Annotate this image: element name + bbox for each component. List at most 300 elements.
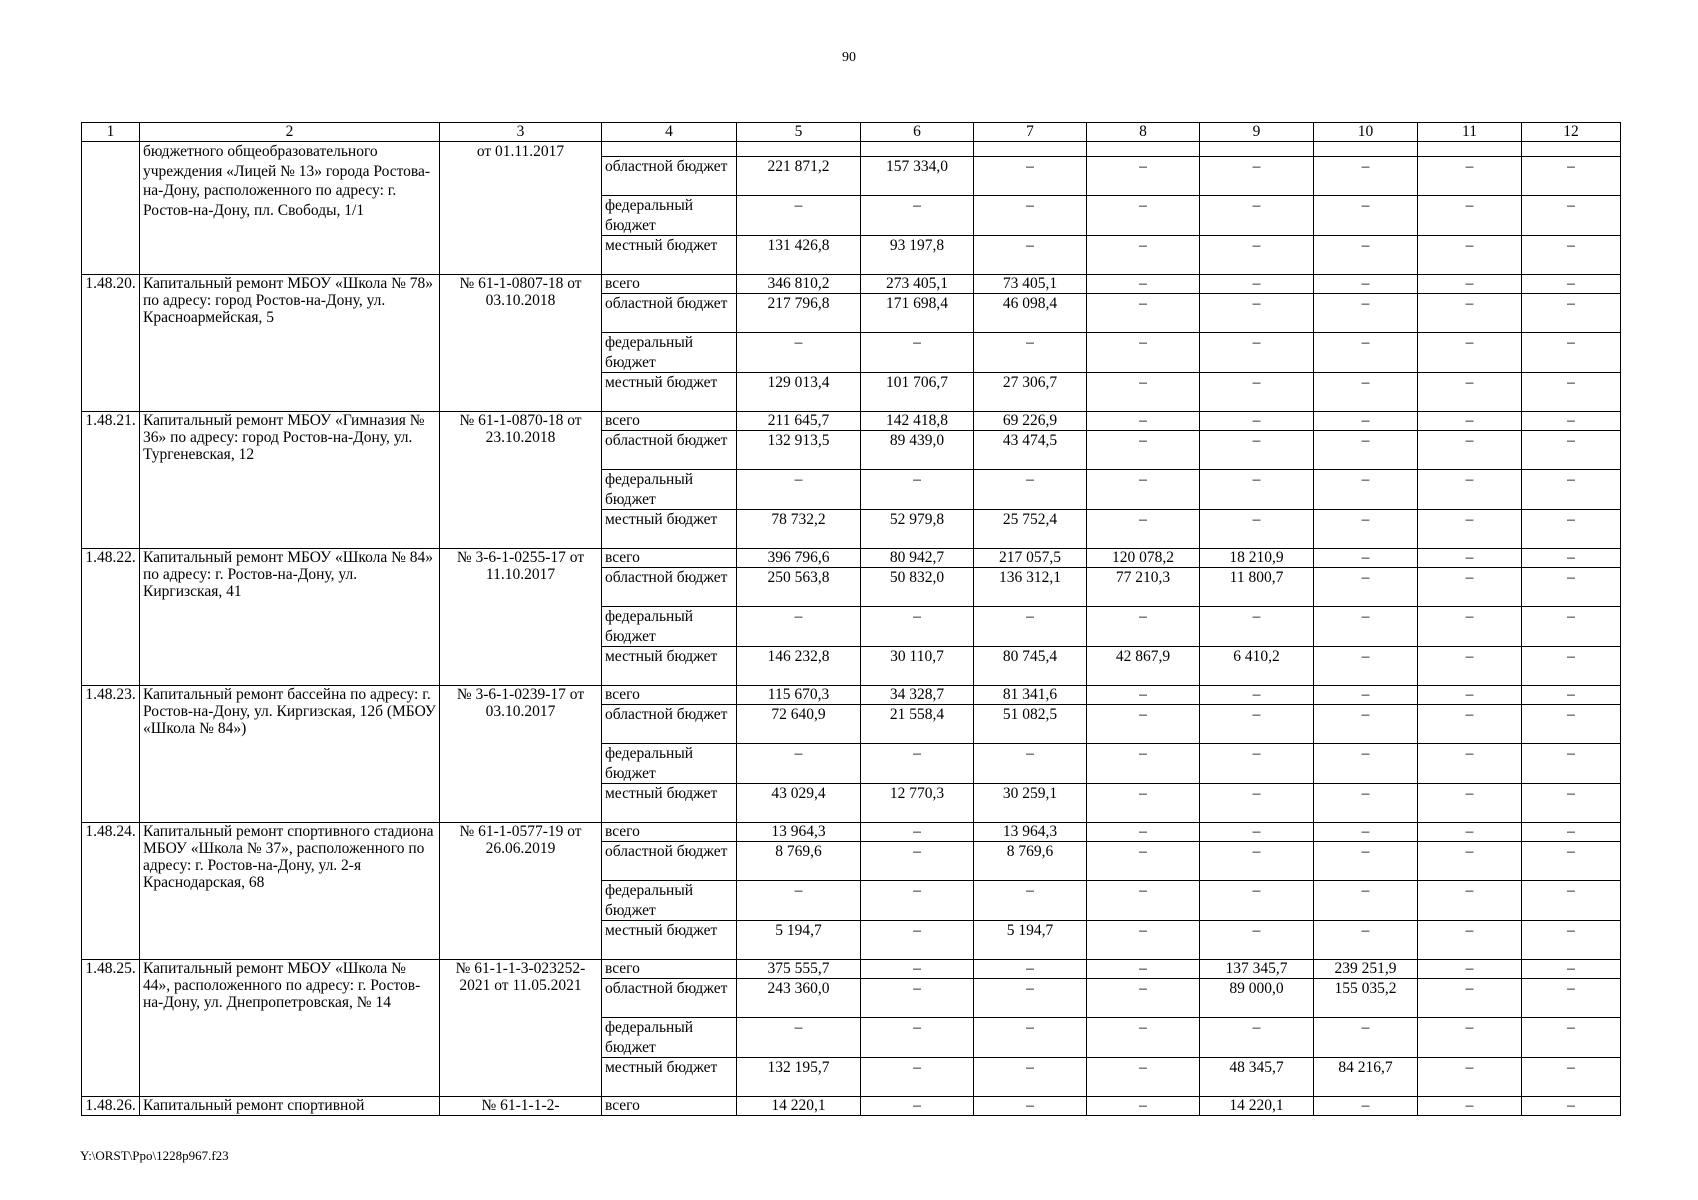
amount-cell: – <box>1314 823 1418 842</box>
amount-cell: 137 345,7 <box>1200 960 1314 979</box>
amount-cell: – <box>974 157 1087 196</box>
amount-cell: – <box>861 607 974 647</box>
amount-cell: 221 871,2 <box>737 157 861 196</box>
amount-cell: – <box>1418 960 1522 979</box>
amount-cell: – <box>974 979 1087 1018</box>
amount-cell: – <box>1087 470 1200 510</box>
expertise-document: № 61-1-0577-19 от 26.06.2019 <box>440 823 602 960</box>
amount-cell: – <box>1200 157 1314 196</box>
amount-cell: – <box>1087 157 1200 196</box>
expertise-document: № 61-1-0870-18 от 23.10.2018 <box>440 412 602 549</box>
amount-cell: 120 078,2 <box>1087 549 1200 568</box>
item-number: 1.48.25. <box>82 960 140 1097</box>
amount-cell: – <box>1522 275 1621 294</box>
amount-cell: – <box>1200 412 1314 431</box>
amount-cell: 80 745,4 <box>974 647 1087 686</box>
amount-cell: – <box>1522 686 1621 705</box>
amount-cell: 157 334,0 <box>861 157 974 196</box>
table-row <box>82 275 1621 294</box>
amount-cell: 72 640,9 <box>737 705 861 744</box>
amount-cell: – <box>1522 294 1621 333</box>
amount-cell: – <box>1522 431 1621 470</box>
amount-cell: – <box>1522 1018 1621 1058</box>
column-header-11: 11 <box>1418 123 1522 142</box>
amount-cell: – <box>1314 647 1418 686</box>
amount-cell: – <box>1200 784 1314 823</box>
amount-cell <box>861 142 974 157</box>
amount-cell: 51 082,5 <box>974 705 1087 744</box>
amount-cell: – <box>974 333 1087 373</box>
amount-cell: – <box>1314 236 1418 275</box>
amount-cell: – <box>1314 1097 1418 1116</box>
amount-cell: – <box>1314 294 1418 333</box>
amount-cell: – <box>1087 294 1200 333</box>
amount-cell: – <box>1418 1097 1522 1116</box>
column-header-10: 10 <box>1314 123 1418 142</box>
funding-source: всего <box>602 412 737 431</box>
amount-cell: – <box>1418 373 1522 412</box>
amount-cell: – <box>1087 431 1200 470</box>
amount-cell: – <box>1087 921 1200 960</box>
amount-cell: 129 013,4 <box>737 373 861 412</box>
budget-table <box>81 122 1621 1116</box>
funding-source: всего <box>602 275 737 294</box>
amount-cell: – <box>861 842 974 881</box>
column-header-4: 4 <box>602 123 737 142</box>
amount-cell <box>1418 142 1522 157</box>
amount-cell: 78 732,2 <box>737 510 861 549</box>
item-number <box>82 142 140 275</box>
amount-cell: – <box>1418 275 1522 294</box>
table-header-row <box>82 123 1621 142</box>
amount-cell: 13 964,3 <box>737 823 861 842</box>
amount-cell: 48 345,7 <box>1200 1058 1314 1097</box>
amount-cell: 142 418,8 <box>861 412 974 431</box>
amount-cell: – <box>1522 842 1621 881</box>
amount-cell: 42 867,9 <box>1087 647 1200 686</box>
footer-path: Y:\ORST\Ppo\1228p967.f23 <box>80 1148 229 1163</box>
amount-cell: – <box>1418 1058 1522 1097</box>
amount-cell: – <box>1087 842 1200 881</box>
amount-cell <box>974 142 1087 157</box>
amount-cell: – <box>861 1018 974 1058</box>
item-number: 1.48.22. <box>82 549 140 686</box>
item-number: 1.48.21. <box>82 412 140 549</box>
amount-cell: – <box>1418 196 1522 236</box>
funding-source: федеральный бюджет <box>602 607 737 647</box>
amount-cell: – <box>1418 236 1522 275</box>
amount-cell: – <box>1418 333 1522 373</box>
amount-cell: – <box>1418 607 1522 647</box>
amount-cell: – <box>1200 373 1314 412</box>
amount-cell: – <box>737 881 861 921</box>
funding-source: местный бюджет <box>602 921 737 960</box>
funding-source: областной бюджет <box>602 842 737 881</box>
amount-cell: – <box>1087 236 1200 275</box>
amount-cell: 146 232,8 <box>737 647 861 686</box>
amount-cell: 11 800,7 <box>1200 568 1314 607</box>
column-header-1: 1 <box>82 123 140 142</box>
item-description: Капитальный ремонт спортивной <box>140 1097 440 1116</box>
amount-cell: – <box>1314 784 1418 823</box>
amount-cell: – <box>1418 979 1522 1018</box>
amount-cell: – <box>1200 470 1314 510</box>
amount-cell: 14 220,1 <box>1200 1097 1314 1116</box>
item-number: 1.48.24. <box>82 823 140 960</box>
amount-cell: 73 405,1 <box>974 275 1087 294</box>
amount-cell: – <box>1522 881 1621 921</box>
amount-cell: – <box>1522 979 1621 1018</box>
funding-source: федеральный бюджет <box>602 196 737 236</box>
funding-source: местный бюджет <box>602 373 737 412</box>
amount-cell: – <box>974 1058 1087 1097</box>
amount-cell: – <box>1418 568 1522 607</box>
table-row <box>82 686 1621 705</box>
amount-cell: – <box>1087 607 1200 647</box>
amount-cell: – <box>974 196 1087 236</box>
amount-cell: – <box>1314 470 1418 510</box>
amount-cell: 132 195,7 <box>737 1058 861 1097</box>
table-row <box>82 823 1621 842</box>
amount-cell: – <box>861 960 974 979</box>
item-description: Капитальный ремонт МБОУ «Школа № 44», расположенного по адресу: г. Ростов-на-Дону, ул. Днепропетровская, № 14 <box>140 960 440 1097</box>
amount-cell: 5 194,7 <box>737 921 861 960</box>
funding-source: всего <box>602 823 737 842</box>
expertise-document: № 3-6-1-0239-17 от 03.10.2017 <box>440 686 602 823</box>
amount-cell: 396 796,6 <box>737 549 861 568</box>
amount-cell: – <box>861 1058 974 1097</box>
amount-cell: – <box>1087 510 1200 549</box>
amount-cell: 132 913,5 <box>737 431 861 470</box>
amount-cell: 30 110,7 <box>861 647 974 686</box>
amount-cell: – <box>1418 705 1522 744</box>
item-description: Капитальный ремонт МБОУ «Школа № 84» по адресу: г. Ростов-на-Дону, ул. Киргизская, 41 <box>140 549 440 686</box>
amount-cell: – <box>1087 784 1200 823</box>
amount-cell: – <box>1200 510 1314 549</box>
amount-cell: – <box>737 1018 861 1058</box>
amount-cell: – <box>1522 744 1621 784</box>
funding-source: местный бюджет <box>602 647 737 686</box>
amount-cell: – <box>1522 568 1621 607</box>
amount-cell: – <box>1522 647 1621 686</box>
amount-cell: – <box>1200 431 1314 470</box>
amount-cell: – <box>1522 333 1621 373</box>
amount-cell: – <box>1522 705 1621 744</box>
item-number: 1.48.26. <box>82 1097 140 1116</box>
amount-cell: 8 769,6 <box>737 842 861 881</box>
amount-cell: 50 832,0 <box>861 568 974 607</box>
funding-source: всего <box>602 686 737 705</box>
amount-cell: – <box>1314 881 1418 921</box>
amount-cell: – <box>1087 1018 1200 1058</box>
expertise-document: от 01.11.2017 <box>440 142 602 275</box>
item-description: бюджетного общеобразовательного учреждения «Лицей № 13» города Ростова-на-Дону, расположенного по адресу: г. Ростов-на-Дону, пл. Свободы, 1/1 <box>140 142 440 275</box>
amount-cell: 43 474,5 <box>974 431 1087 470</box>
amount-cell: – <box>1314 431 1418 470</box>
amount-cell: – <box>1522 510 1621 549</box>
funding-source: областной бюджет <box>602 294 737 333</box>
funding-source: всего <box>602 549 737 568</box>
amount-cell: – <box>1087 979 1200 1018</box>
amount-cell: – <box>737 196 861 236</box>
amount-cell: 27 306,7 <box>974 373 1087 412</box>
amount-cell: – <box>861 470 974 510</box>
amount-cell: – <box>1522 236 1621 275</box>
amount-cell: – <box>1418 647 1522 686</box>
amount-cell: – <box>1314 705 1418 744</box>
amount-cell: 69 226,9 <box>974 412 1087 431</box>
amount-cell: – <box>1200 921 1314 960</box>
amount-cell: – <box>1418 881 1522 921</box>
amount-cell: – <box>1200 607 1314 647</box>
amount-cell: 43 029,4 <box>737 784 861 823</box>
amount-cell: – <box>974 470 1087 510</box>
funding-source: федеральный бюджет <box>602 744 737 784</box>
amount-cell: – <box>1200 744 1314 784</box>
amount-cell: – <box>1200 236 1314 275</box>
funding-source: местный бюджет <box>602 784 737 823</box>
amount-cell: 171 698,4 <box>861 294 974 333</box>
amount-cell: – <box>1314 157 1418 196</box>
amount-cell: – <box>861 979 974 1018</box>
amount-cell: – <box>1314 568 1418 607</box>
amount-cell: – <box>1200 1018 1314 1058</box>
amount-cell: – <box>861 1097 974 1116</box>
amount-cell: – <box>1314 842 1418 881</box>
amount-cell: – <box>1418 412 1522 431</box>
item-number: 1.48.20. <box>82 275 140 412</box>
amount-cell: – <box>1087 333 1200 373</box>
amount-cell: – <box>1522 960 1621 979</box>
amount-cell: – <box>737 470 861 510</box>
funding-source: местный бюджет <box>602 1058 737 1097</box>
amount-cell: 89 439,0 <box>861 431 974 470</box>
amount-cell: 34 328,7 <box>861 686 974 705</box>
amount-cell: – <box>861 881 974 921</box>
amount-cell: 217 057,5 <box>974 549 1087 568</box>
amount-cell: – <box>1418 823 1522 842</box>
amount-cell: 239 251,9 <box>1314 960 1418 979</box>
column-header-7: 7 <box>974 123 1087 142</box>
amount-cell: 273 405,1 <box>861 275 974 294</box>
amount-cell: – <box>1087 275 1200 294</box>
amount-cell: – <box>1314 333 1418 373</box>
amount-cell: – <box>1087 823 1200 842</box>
funding-source: всего <box>602 1097 737 1116</box>
funding-source: областной бюджет <box>602 568 737 607</box>
amount-cell: 375 555,7 <box>737 960 861 979</box>
amount-cell: 89 000,0 <box>1200 979 1314 1018</box>
amount-cell <box>1314 142 1418 157</box>
amount-cell: – <box>1087 960 1200 979</box>
amount-cell: – <box>1522 607 1621 647</box>
amount-cell: – <box>861 333 974 373</box>
amount-cell: – <box>1200 705 1314 744</box>
column-header-3: 3 <box>440 123 602 142</box>
amount-cell: – <box>974 881 1087 921</box>
amount-cell: – <box>1200 823 1314 842</box>
table-row <box>82 1097 1621 1116</box>
expertise-document: № 61-1-1-2- <box>440 1097 602 1116</box>
amount-cell: 211 645,7 <box>737 412 861 431</box>
amount-cell: – <box>1522 373 1621 412</box>
amount-cell: – <box>974 1097 1087 1116</box>
amount-cell: – <box>1418 686 1522 705</box>
amount-cell: – <box>1087 373 1200 412</box>
amount-cell: – <box>1314 607 1418 647</box>
amount-cell: – <box>1418 784 1522 823</box>
amount-cell: – <box>1087 412 1200 431</box>
amount-cell: – <box>1418 470 1522 510</box>
funding-source: всего <box>602 960 737 979</box>
amount-cell: – <box>1418 431 1522 470</box>
amount-cell: – <box>1200 333 1314 373</box>
amount-cell: 30 259,1 <box>974 784 1087 823</box>
amount-cell: – <box>1418 744 1522 784</box>
expertise-document: № 3-6-1-0255-17 от 11.10.2017 <box>440 549 602 686</box>
amount-cell: 84 216,7 <box>1314 1058 1418 1097</box>
amount-cell <box>1200 142 1314 157</box>
amount-cell: 18 210,9 <box>1200 549 1314 568</box>
amount-cell: 93 197,8 <box>861 236 974 275</box>
amount-cell: – <box>1418 510 1522 549</box>
amount-cell: 5 194,7 <box>974 921 1087 960</box>
amount-cell: – <box>974 607 1087 647</box>
amount-cell: 155 035,2 <box>1314 979 1418 1018</box>
amount-cell: – <box>1314 686 1418 705</box>
amount-cell: – <box>1087 705 1200 744</box>
amount-cell: – <box>861 196 974 236</box>
amount-cell: – <box>1418 921 1522 960</box>
funding-source: областной бюджет <box>602 431 737 470</box>
amount-cell: 52 979,8 <box>861 510 974 549</box>
column-header-2: 2 <box>140 123 440 142</box>
amount-cell: – <box>737 744 861 784</box>
amount-cell: – <box>974 236 1087 275</box>
funding-source: федеральный бюджет <box>602 1018 737 1058</box>
amount-cell: – <box>1200 842 1314 881</box>
amount-cell: – <box>1200 881 1314 921</box>
funding-source: федеральный бюджет <box>602 881 737 921</box>
amount-cell: – <box>1087 1097 1200 1116</box>
amount-cell: 21 558,4 <box>861 705 974 744</box>
amount-cell <box>737 142 861 157</box>
amount-cell: 131 426,8 <box>737 236 861 275</box>
amount-cell: – <box>1314 549 1418 568</box>
amount-cell: – <box>1087 881 1200 921</box>
amount-cell: – <box>1314 412 1418 431</box>
amount-cell: – <box>1314 275 1418 294</box>
amount-cell: – <box>861 744 974 784</box>
column-header-8: 8 <box>1087 123 1200 142</box>
table-row <box>82 142 1621 157</box>
table-row <box>82 960 1621 979</box>
amount-cell: 12 770,3 <box>861 784 974 823</box>
amount-cell: – <box>1522 921 1621 960</box>
amount-cell: 81 341,6 <box>974 686 1087 705</box>
funding-source: областной бюджет <box>602 157 737 196</box>
funding-source: федеральный бюджет <box>602 470 737 510</box>
amount-cell: – <box>1087 1058 1200 1097</box>
amount-cell: – <box>861 921 974 960</box>
amount-cell: – <box>1522 412 1621 431</box>
funding-source: федеральный бюджет <box>602 333 737 373</box>
funding-source: местный бюджет <box>602 510 737 549</box>
amount-cell: – <box>1418 157 1522 196</box>
amount-cell: – <box>1087 686 1200 705</box>
amount-cell: 250 563,8 <box>737 568 861 607</box>
amount-cell: – <box>1418 842 1522 881</box>
amount-cell: 115 670,3 <box>737 686 861 705</box>
amount-cell: – <box>1522 823 1621 842</box>
amount-cell: – <box>1314 373 1418 412</box>
item-description: Капитальный ремонт бассейна по адресу: г. Ростов-на-Дону, ул. Киргизская, 12б (МБОУ «Школа № 84») <box>140 686 440 823</box>
column-header-6: 6 <box>861 123 974 142</box>
amount-cell <box>1087 142 1200 157</box>
amount-cell: – <box>1200 196 1314 236</box>
amount-cell: – <box>737 333 861 373</box>
amount-cell: 25 752,4 <box>974 510 1087 549</box>
item-description: Капитальный ремонт МБОУ «Гимназия № 36» по адресу: город Ростов-на-Дону, ул. Тургеневская, 12 <box>140 412 440 549</box>
funding-source: местный бюджет <box>602 236 737 275</box>
amount-cell: – <box>1200 294 1314 333</box>
amount-cell: – <box>1087 744 1200 784</box>
amount-cell: – <box>974 1018 1087 1058</box>
page-number: 90 <box>842 50 856 65</box>
amount-cell: 6 410,2 <box>1200 647 1314 686</box>
amount-cell: 80 942,7 <box>861 549 974 568</box>
amount-cell: – <box>1522 1097 1621 1116</box>
amount-cell: – <box>1314 921 1418 960</box>
amount-cell: – <box>737 607 861 647</box>
column-header-9: 9 <box>1200 123 1314 142</box>
funding-source <box>602 142 737 157</box>
amount-cell: 243 360,0 <box>737 979 861 1018</box>
amount-cell: 346 810,2 <box>737 275 861 294</box>
amount-cell: – <box>1418 294 1522 333</box>
amount-cell: – <box>1314 744 1418 784</box>
table-row <box>82 412 1621 431</box>
amount-cell: – <box>1522 196 1621 236</box>
funding-source: областной бюджет <box>602 705 737 744</box>
expertise-document: № 61-1-0807-18 от 03.10.2018 <box>440 275 602 412</box>
item-number: 1.48.23. <box>82 686 140 823</box>
amount-cell: – <box>1200 686 1314 705</box>
amount-cell: – <box>1418 1018 1522 1058</box>
amount-cell: – <box>1522 784 1621 823</box>
amount-cell: 101 706,7 <box>861 373 974 412</box>
table-row <box>82 549 1621 568</box>
amount-cell: 13 964,3 <box>974 823 1087 842</box>
amount-cell: – <box>1200 275 1314 294</box>
amount-cell: 14 220,1 <box>737 1097 861 1116</box>
amount-cell: – <box>1522 549 1621 568</box>
amount-cell: 77 210,3 <box>1087 568 1200 607</box>
column-header-5: 5 <box>737 123 861 142</box>
amount-cell: 217 796,8 <box>737 294 861 333</box>
expertise-document: № 61-1-1-3-023252-2021 от 11.05.2021 <box>440 960 602 1097</box>
item-description: Капитальный ремонт спортивного стадиона МБОУ «Школа № 37», расположенного по адресу: г. Ростов-на-Дону, ул. 2-я Краснодарская, 68 <box>140 823 440 960</box>
amount-cell: – <box>1314 196 1418 236</box>
amount-cell <box>1522 142 1621 157</box>
amount-cell: – <box>974 960 1087 979</box>
amount-cell: – <box>1522 470 1621 510</box>
funding-source: областной бюджет <box>602 979 737 1018</box>
amount-cell: – <box>1522 157 1621 196</box>
amount-cell: – <box>1087 196 1200 236</box>
column-header-12: 12 <box>1522 123 1621 142</box>
amount-cell: – <box>1314 510 1418 549</box>
